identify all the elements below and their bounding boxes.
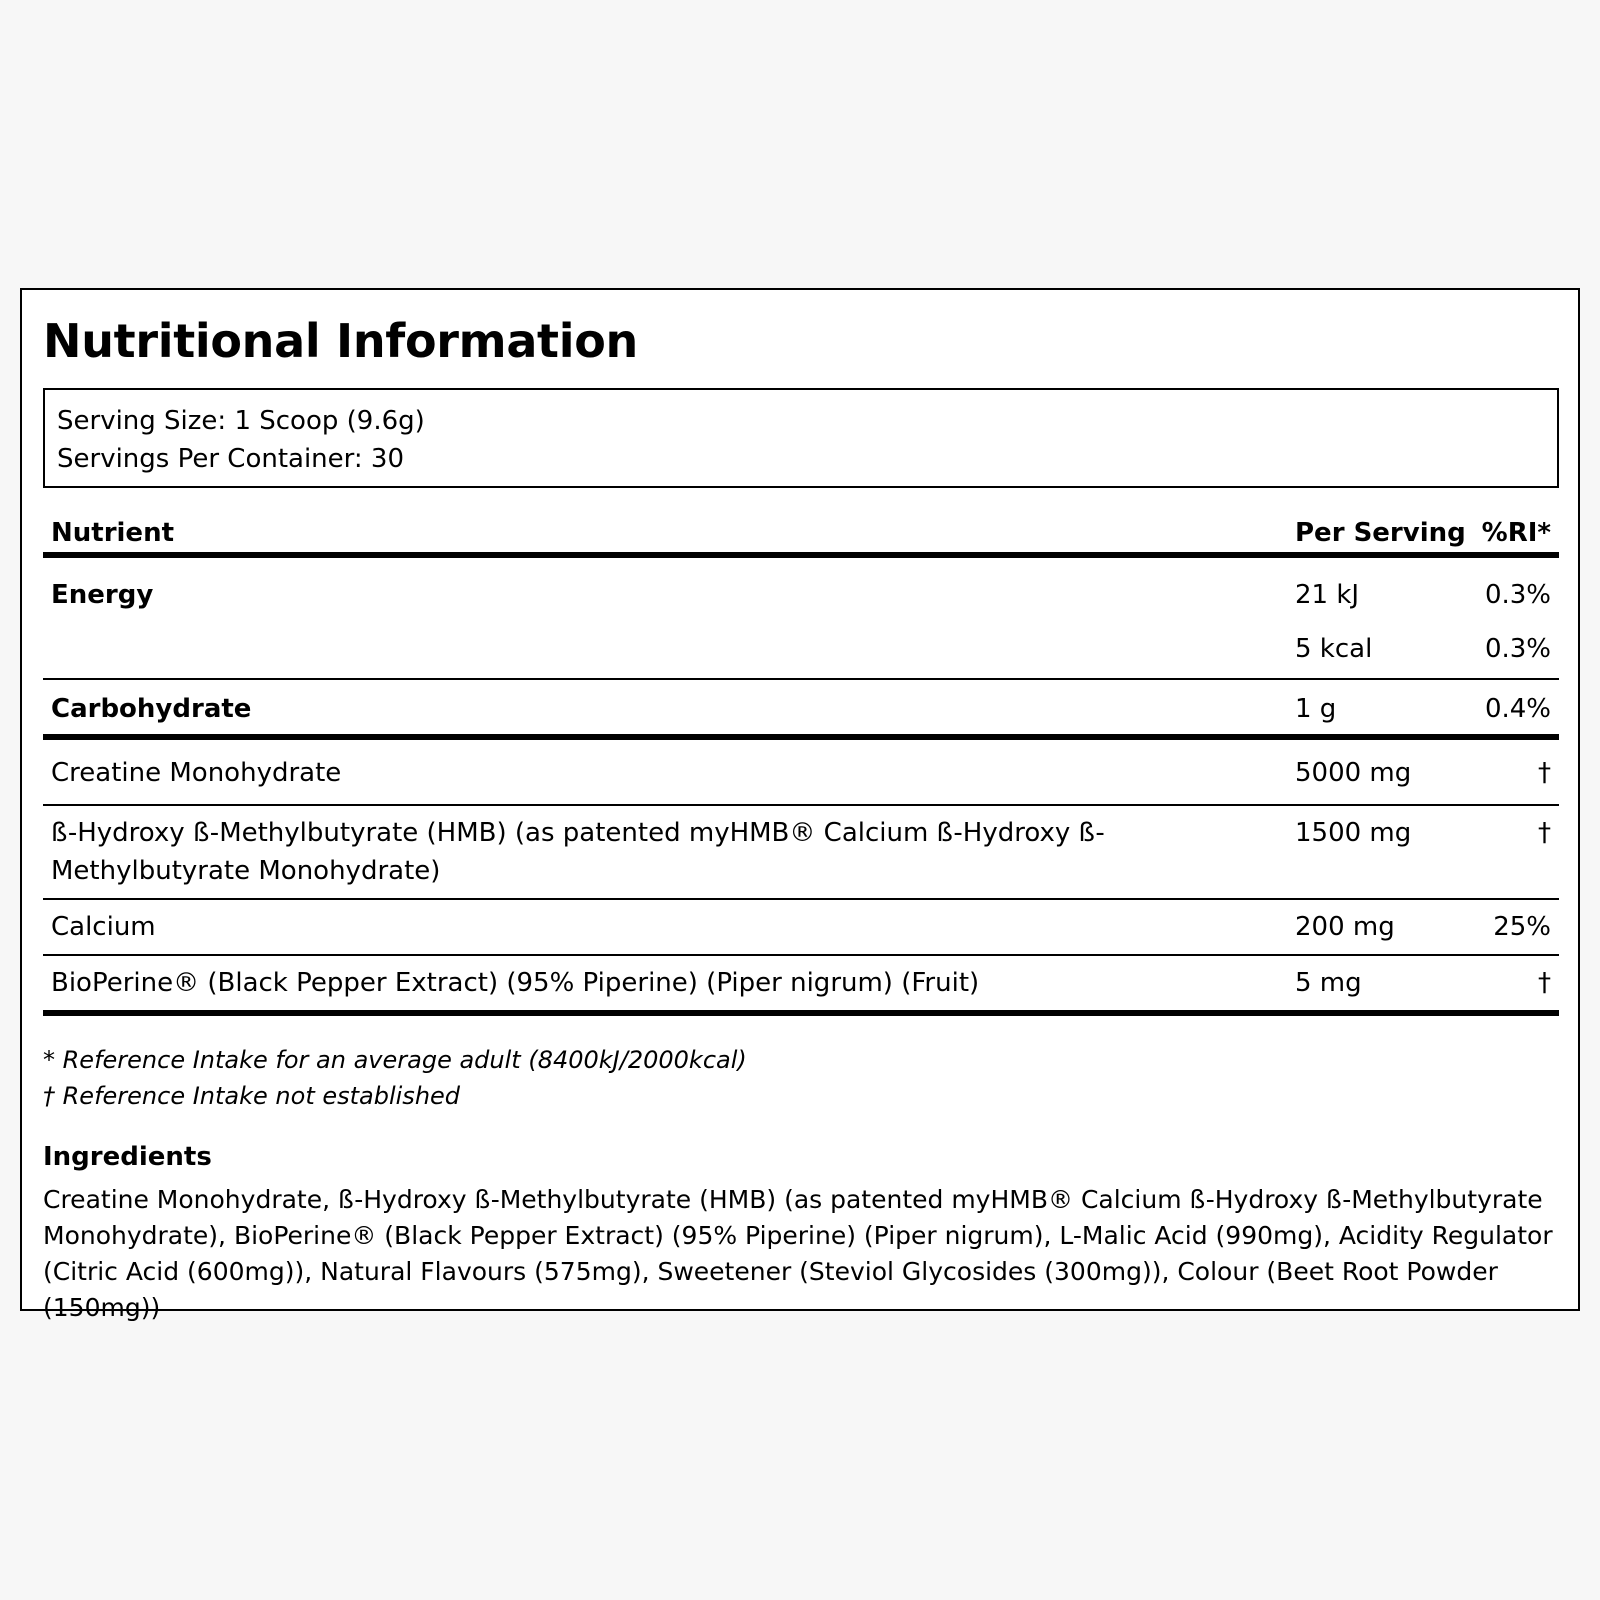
header-ri: %RI* [1481, 518, 1551, 548]
servings-per-container: Servings Per Container: 30 [57, 444, 405, 474]
table-row-calcium [43, 900, 1559, 956]
ingredients-heading: Ingredients [43, 1142, 212, 1172]
nutrient-amount: 1500 mg [1295, 818, 1412, 848]
ingredients-text: Creatine Monohydrate, ß-Hydroxy ß-Methylbutyrate (HMB) (as patented myHMB® Calcium ß-Hydroxy ß-Methylbutyrate Monohydrate), BioPerine® (Black Pepper Extract) (95% Piperine) (Piper nigrum), L-Malic Acid (990mg), Acidity Regulator (Citric Acid (600mg)), Natural Flavours (575mg), Sweetener (Steviol Glycosides (300mg)), Colour (Beet Root Powder (150mg)) [43, 1185, 1553, 1322]
nutrient-name: Calcium [51, 912, 156, 942]
table-row-creatine [43, 740, 1559, 806]
header-per-serving: Per Serving [1295, 518, 1466, 548]
nutrient-name: Creatine Monohydrate [51, 758, 342, 788]
energy-kj: 21 kJ [1295, 580, 1360, 610]
energy-kcal: 5 kcal [1295, 634, 1373, 664]
table-row-hmb [43, 806, 1559, 900]
nutrient-ri: 25% [1493, 912, 1551, 942]
nutrient-amount: 5 mg [1295, 968, 1362, 998]
footnotes [43, 1042, 747, 1114]
serving-size: Serving Size: 1 Scoop (9.6g) [57, 406, 425, 436]
nutrient-name: ß-Hydroxy ß-Methylbutyrate (HMB) (as patented myHMB® Calcium ß-Hydroxy ß-Methylbutyrate Monohydrate) [51, 818, 1105, 886]
nutrition-label [20, 288, 1580, 1322]
nutrient-ri: † [1538, 968, 1551, 998]
nutrient-name: Energy [51, 580, 154, 610]
nutrient-amount: 1 g [1295, 694, 1337, 724]
header-nutrient: Nutrient [51, 518, 175, 548]
nutrient-amount: 5000 mg [1295, 758, 1412, 788]
energy-amounts [1295, 576, 1467, 668]
energy-ri [1467, 576, 1559, 668]
energy-kj-ri: 0.3% [1484, 580, 1551, 610]
energy-kcal-ri: 0.3% [1484, 634, 1551, 664]
table-row-bioperine [43, 956, 1559, 1016]
serving-info-box [43, 388, 1559, 488]
table-row-energy [43, 558, 1559, 680]
nutrition-table [43, 512, 1559, 1016]
nutrient-amount: 200 mg [1295, 912, 1395, 942]
nutrient-name: BioPerine® (Black Pepper Extract) (95% Piperine) (Piper nigrum) (Fruit) [51, 968, 980, 998]
nutrient-name: Carbohydrate [51, 694, 252, 724]
table-row-carbohydrate [43, 680, 1559, 740]
nutrient-ri: † [1538, 758, 1551, 788]
nutrient-ri: † [1538, 818, 1551, 848]
footnote-not-established: † Reference Intake not established [43, 1082, 461, 1110]
footnote-ri: * Reference Intake for an average adult (8400kJ/2000kcal) [43, 1046, 747, 1074]
table-header [43, 512, 1559, 558]
nutrient-ri: 0.4% [1484, 694, 1551, 724]
page-title: Nutritional Information [43, 314, 638, 368]
